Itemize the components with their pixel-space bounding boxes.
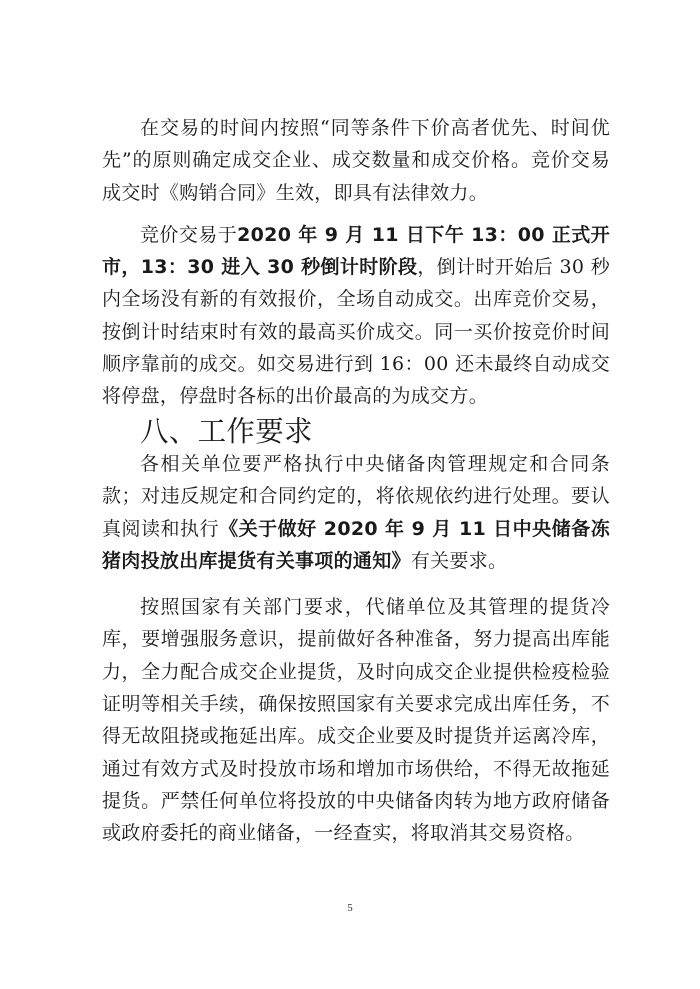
paragraph-compliance <box>102 448 610 577</box>
bidding-schedule-suffix: ，倒计时开始后 30 秒内全场没有新的有效报价，全场自动成交。出库竞价交易，按倒计时结束时有效的最高买价成交。同一买价按竞价时间顺序靠前的成交。如交易进行到 16：00 还未最终自动成交将停盘，停盘时各标的出价最高的为成交方。 <box>102 256 611 408</box>
bidding-schedule-bold-time: 2020 年 9 月 11 日下午 13：00 正式开市，13：30 进入 30 秒倒计时阶段 <box>102 223 610 279</box>
paragraph-storage-requirements: 按照国家有关部门要求，代储单位及其管理的提货冷库，要增强服务意识，提前做好各种准备，努力提高出库能力，全力配合成交企业提货，及时向成交企业提供检疫检验证明等相关手续，确保按照国家有关要求完成出库任务，不得无故阻挠或拖延出库。成交企业要及时提货并运离冷库，通过有效方式及时投放市场和增加市场供给，不得无故拖延提货。严禁任何单位将投放的中央储备肉转为地方政府储备或政府委托的商业储备，一经查实，将取消其交易资格。 <box>102 596 610 845</box>
bidding-schedule-prefix: 竞价交易于 <box>140 223 238 246</box>
section-heading-work-requirements: 八、工作要求 <box>140 414 313 448</box>
paragraph-transaction-principle: 在交易的时间内按照“同等条件下价高者优先、时间优先”的原则确定成交企业、成交数量和成交价格。竞价交易成交时《购销合同》生效，即具有法律效力。 <box>102 117 610 204</box>
compliance-bold-notice-title: 《关于做好 2020 年 9 月 11 日中央储备冻猪肉投放出库提货有关事项的通知》 <box>102 517 610 572</box>
compliance-suffix: 有关要求。 <box>410 549 508 572</box>
page-number: 5 <box>347 902 353 914</box>
compliance-prefix: 各相关单位要严格执行中央储备肉管理规定和合同条款；对违反规定和合同约定的，将依规依约进行处理。要认真阅读和执行 <box>102 452 610 540</box>
document-body <box>102 112 610 850</box>
paragraph-bidding-schedule <box>102 219 610 413</box>
